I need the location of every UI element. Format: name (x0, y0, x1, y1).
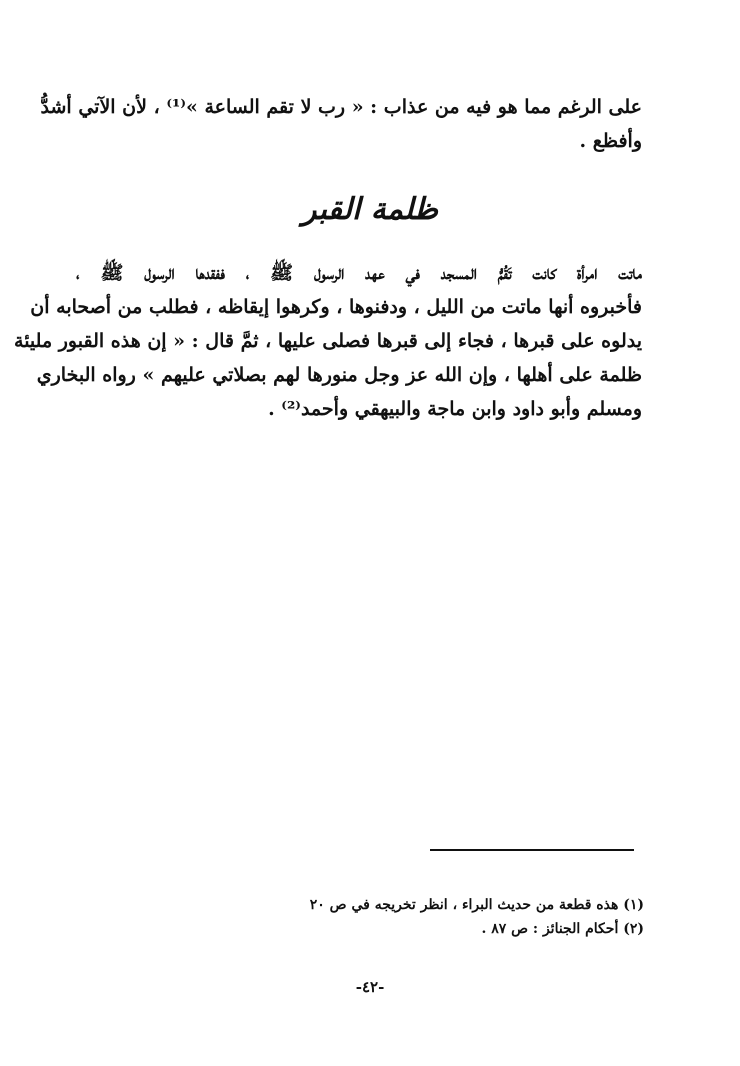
footnote-divider (430, 849, 634, 851)
body-paragraph (14, 256, 642, 426)
footnotes (300, 893, 644, 941)
page-number: -٤٢- (355, 978, 385, 996)
section-heading: ظلمة القبر (302, 192, 438, 227)
body-line-1: ماتت امرأة كانت تَقُمُّ المسجد في عهد الرسول ﷺ ، ففقدها الرسول ﷺ ، (76, 262, 642, 284)
body-line-5: ومسلم وأبو داود وابن ماجة والبيهقي وأحمد⁽²⁾ . (268, 398, 642, 420)
intro-line-2: وأفظع . (579, 130, 642, 152)
body-line-2: فأخبروه أنها ماتت من الليل ، ودفنوها ، وكرهوا إيقاظه ، فطلب من أصحابه أن (30, 296, 642, 318)
intro-line-1: على الرغم مما هو فيه من عذاب : « رب لا تقم الساعة »⁽¹⁾ ، لأن الآتي أشدُّ (40, 96, 642, 118)
footnote-1: (١) هذه قطعة من حديث البراء ، انظر تخريجه في ص ٢٠ (309, 897, 644, 913)
body-line-4: ظلمة على أهلها ، وإن الله عز وجل منورها لهم بصلاتي عليهم » رواه البخاري (36, 364, 642, 386)
footnote-2: (٢) أحكام الجنائز : ص ٨٧ . (481, 921, 644, 937)
body-line-3: يدلوه على قبرها ، فجاء إلى قبرها فصلى عليها ، ثمَّ قال : « إن هذه القبور مليئة (14, 330, 642, 352)
intro-paragraph (40, 90, 642, 158)
